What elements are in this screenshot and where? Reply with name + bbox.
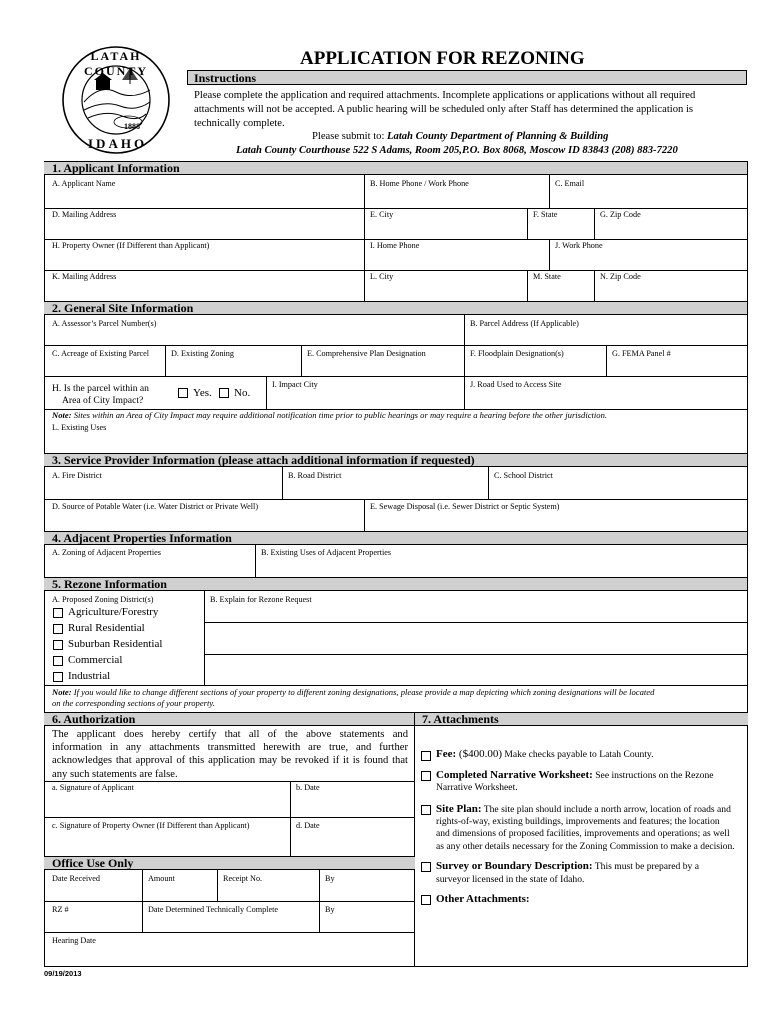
fire-district-field[interactable]: A. Fire District: [52, 471, 102, 480]
note-label: Note:: [52, 410, 72, 420]
instructions-body: [194, 89, 744, 131]
property-owner-field[interactable]: H. Property Owner (If Different than Applicant): [52, 241, 210, 250]
date-received-field[interactable]: Date Received: [52, 874, 100, 883]
submit-prefix: Please submit to:: [312, 131, 388, 142]
applicant-name-field[interactable]: A. Applicant Name: [52, 179, 116, 188]
determined-by-field[interactable]: By: [325, 905, 335, 914]
access-road-field[interactable]: J. Road Used to Access Site: [470, 380, 562, 389]
site-plan-text-3: and dimensions of proposed facilities, improvements and operations; as well: [436, 828, 730, 840]
zip-code-field[interactable]: G. Zip Code: [600, 210, 641, 219]
agriculture-forestry-label: Agriculture/Forestry: [68, 606, 159, 618]
commercial-label: Commercial: [68, 654, 123, 666]
site-plan-item: [436, 803, 735, 853]
form-revision-date: 09/19/2013: [44, 969, 82, 978]
industrial-label: Industrial: [68, 670, 111, 682]
divider: [255, 545, 256, 577]
parcel-number-field[interactable]: A. Assessor’s Parcel Number(s): [52, 319, 157, 328]
divider: [204, 622, 748, 623]
suburban-residential-label: Suburban Residential: [68, 638, 163, 650]
survey-text-2: surveyor licensed in the state of Idaho.: [436, 873, 585, 885]
divider: [44, 270, 748, 271]
existing-zoning-field[interactable]: D. Existing Zoning: [171, 349, 234, 358]
divider: [364, 499, 365, 531]
narrative-worksheet-item: [436, 769, 714, 794]
rural-residential-label: Rural Residential: [68, 622, 145, 634]
section-1-title: 1. Applicant Information: [52, 161, 180, 175]
acreage-field[interactable]: C. Acreage of Existing Parcel: [52, 349, 150, 358]
owner-signature-field[interactable]: c. Signature of Property Owner (If Different than Applicant): [52, 821, 250, 830]
rezone-explanation-field[interactable]: B. Explain for Rezone Request: [210, 595, 312, 604]
seal-text-bottom: IDAHO: [88, 136, 148, 151]
narrative-worksheet-label: Completed Narrative Worksheet:: [436, 769, 593, 781]
divider: [527, 270, 528, 301]
city-field[interactable]: E. City: [370, 210, 394, 219]
office-use-header: [44, 856, 415, 870]
adjacent-zoning-field[interactable]: A. Zoning of Adjacent Properties: [52, 548, 161, 557]
parcel-address-field[interactable]: B. Parcel Address (If Applicable): [470, 319, 579, 328]
divider: [606, 345, 607, 376]
yes-label: Yes.: [193, 387, 212, 399]
divider: [594, 270, 595, 301]
receipt-number-field[interactable]: Receipt No.: [223, 874, 263, 883]
applicant-signature-field[interactable]: a. Signature of Applicant: [52, 783, 134, 792]
courthouse-address: Latah County Courthouse 522 S Adams, Room 205,P.O. Box 8068, Moscow ID 83843 (208) 883-7220: [236, 145, 678, 156]
site-plan-checkbox[interactable]: [421, 805, 431, 815]
certification-text: [52, 728, 408, 781]
section-1-header: [44, 161, 747, 175]
home-work-phone-field[interactable]: B. Home Phone / Work Phone: [370, 179, 469, 188]
divider: [165, 345, 166, 376]
site-plan-text-1: The site plan should include a north arrow, location of roads and: [481, 804, 731, 815]
owner-zip-code-field[interactable]: N. Zip Code: [600, 272, 641, 281]
certification-line-4: any such statements are false.: [52, 768, 178, 780]
city-impact-note: [52, 410, 607, 421]
divider: [414, 712, 415, 967]
instructions-line-3: technically complete.: [194, 118, 285, 129]
school-district-field[interactable]: C. School District: [494, 471, 553, 480]
fee-checkbox[interactable]: [421, 751, 431, 761]
page-title: APPLICATION FOR REZONING: [300, 48, 585, 69]
applicant-date-field[interactable]: b. Date: [296, 783, 320, 792]
section-2-header: [44, 301, 747, 315]
narrative-worksheet-text-2: Narrative Worksheet.: [436, 782, 518, 793]
divider: [204, 654, 748, 655]
commercial-checkbox[interactable]: [53, 656, 63, 666]
divider: [464, 376, 465, 409]
instructions-header-label: Instructions: [194, 71, 257, 85]
sewage-disposal-field[interactable]: E. Sewage Disposal (i.e. Sewer District or Septic System): [370, 502, 560, 511]
divider: [44, 208, 748, 209]
divider: [488, 467, 489, 499]
divider: [44, 781, 414, 782]
survey-label: Survey or Boundary Description:: [436, 860, 593, 872]
divider: [44, 499, 748, 500]
divider: [594, 208, 595, 239]
divider: [464, 315, 465, 376]
divider: [364, 175, 365, 301]
road-district-field[interactable]: B. Road District: [288, 471, 342, 480]
mailing-address-field[interactable]: D. Mailing Address: [52, 210, 117, 219]
office-use-title: Office Use Only: [52, 856, 134, 870]
submit-department: Latah County Department of Planning & Building: [387, 131, 609, 142]
no-label: No.: [234, 387, 251, 399]
agriculture-forestry-checkbox[interactable]: [53, 608, 63, 618]
instructions-line-2: attachments will not be accepted. A public hearing will be scheduled only after Staff has determined the application is: [194, 104, 694, 115]
divider: [44, 239, 748, 240]
yes-checkbox[interactable]: [178, 388, 188, 398]
rural-residential-checkbox[interactable]: [53, 624, 63, 634]
divider: [44, 901, 414, 902]
county-seal: [60, 44, 172, 156]
fee-amount: ($400.00): [456, 748, 502, 760]
note-text-1: If you would like to change different sections of your property to different zoning designations, please provide a map depicting which zoning designations will be located: [71, 687, 655, 697]
note-text: Sites within an Area of City Impact may require additional notification time prior to public hearings or may require a hearing before the other jurisdiction.: [71, 410, 608, 420]
impact-city-field[interactable]: I. Impact City: [272, 380, 318, 389]
divider: [282, 467, 283, 499]
fee-label: Fee:: [436, 748, 457, 760]
state-field[interactable]: F. State: [533, 210, 558, 219]
owner-city-field[interactable]: L. City: [370, 272, 394, 281]
date-technically-complete-field[interactable]: Date Determined Technically Complete: [148, 905, 278, 914]
survey-checkbox[interactable]: [421, 862, 431, 872]
survey-item: [436, 860, 699, 886]
divider: [549, 175, 550, 208]
divider: [549, 239, 550, 270]
comprehensive-plan-field[interactable]: E. Comprehensive Plan Designation: [307, 349, 426, 358]
section-3-header: [44, 453, 747, 467]
instructions-line-1: Please complete the application and required attachments. Incomplete applications or applications without all required: [194, 90, 696, 101]
site-plan-text-4: as any other details necessary for the Zoning Commission to make a decision.: [436, 840, 735, 852]
section-4-header: [44, 531, 747, 545]
divider: [44, 685, 748, 686]
survey-text-1: This must be prepared by a: [592, 861, 699, 872]
section-7-header: [414, 712, 748, 726]
section-5-header: [44, 577, 747, 591]
fee-note: Make checks payable to Latah County.: [501, 749, 654, 760]
certification-line-3: acknowledges that approval of this application may be revoked if it is found that: [52, 755, 408, 767]
divider: [266, 376, 267, 409]
fema-panel-field[interactable]: G. FEMA Panel #: [612, 349, 671, 358]
section-3-title: 3. Service Provider Information (please attach additional information if requested): [52, 453, 475, 467]
owner-date-field[interactable]: d. Date: [296, 821, 320, 830]
zoning-map-note: [52, 687, 654, 698]
divider: [527, 208, 528, 239]
site-plan-text-2: rights-of-way, existing buildings, improvements and features; the location: [436, 816, 720, 828]
narrative-worksheet-text: See instructions on the Rezone: [592, 770, 714, 781]
industrial-checkbox[interactable]: [53, 672, 63, 682]
seal-text-top: LATAH COUNTY: [83, 49, 148, 78]
certification-line-2: information in any attachments transmitted herewith are true, and further: [52, 742, 408, 754]
submit-to-line: [312, 131, 608, 142]
divider: [44, 817, 414, 818]
divider: [44, 376, 748, 377]
owner-home-phone-field[interactable]: I. Home Phone: [370, 241, 420, 250]
no-checkbox[interactable]: [219, 388, 229, 398]
certification-line-1: The applicant does hereby certify that all of the above statements and: [52, 729, 408, 740]
seal-year: 1888: [124, 122, 140, 131]
existing-uses-field[interactable]: L. Existing Uses: [52, 423, 107, 432]
floodplain-field[interactable]: F. Floodplain Designation(s): [470, 349, 564, 358]
other-attachments-checkbox[interactable]: [421, 895, 431, 905]
owner-state-field[interactable]: M. State: [533, 272, 561, 281]
amount-field[interactable]: Amount: [148, 874, 175, 883]
owner-work-phone-field[interactable]: J. Work Phone: [555, 241, 603, 250]
section-5-title: 5. Rezone Information: [52, 577, 167, 591]
instructions-header: [187, 70, 747, 85]
rz-number-field[interactable]: RZ #: [52, 905, 69, 914]
note-label: Note:: [52, 687, 72, 697]
section-7-title: 7. Attachments: [422, 712, 499, 726]
divider: [44, 345, 748, 346]
narrative-worksheet-checkbox[interactable]: [421, 771, 431, 781]
other-attachments-label: Other Attachments:: [436, 893, 530, 905]
divider: [301, 345, 302, 376]
owner-mailing-address-field[interactable]: K. Mailing Address: [52, 272, 117, 281]
divider: [44, 932, 414, 933]
hearing-date-field[interactable]: Hearing Date: [52, 936, 96, 945]
section-6-title: 6. Authorization: [52, 712, 136, 726]
divider: [217, 870, 218, 901]
email-field[interactable]: C. Email: [555, 179, 585, 188]
divider: [204, 591, 205, 685]
proposed-zoning-label: A. Proposed Zoning District(s): [52, 595, 154, 604]
received-by-field[interactable]: By: [325, 874, 335, 883]
zoning-map-note-2: on the corresponding sections of your property.: [52, 698, 215, 708]
section-2-title: 2. General Site Information: [52, 301, 194, 315]
site-plan-label: Site Plan:: [436, 803, 482, 815]
suburban-residential-checkbox[interactable]: [53, 640, 63, 650]
section-4-title: 4. Adjacent Properties Information: [52, 531, 232, 545]
city-impact-question-2: Area of City Impact?: [62, 395, 144, 406]
fee-item: [436, 748, 653, 760]
adjacent-uses-field[interactable]: B. Existing Uses of Adjacent Properties: [261, 548, 392, 557]
city-impact-question-1: H. Is the parcel within an: [52, 383, 149, 394]
section-6-header: [44, 712, 415, 726]
divider: [290, 781, 291, 856]
potable-water-field[interactable]: D. Source of Potable Water (i.e. Water District or Private Well): [52, 502, 259, 511]
